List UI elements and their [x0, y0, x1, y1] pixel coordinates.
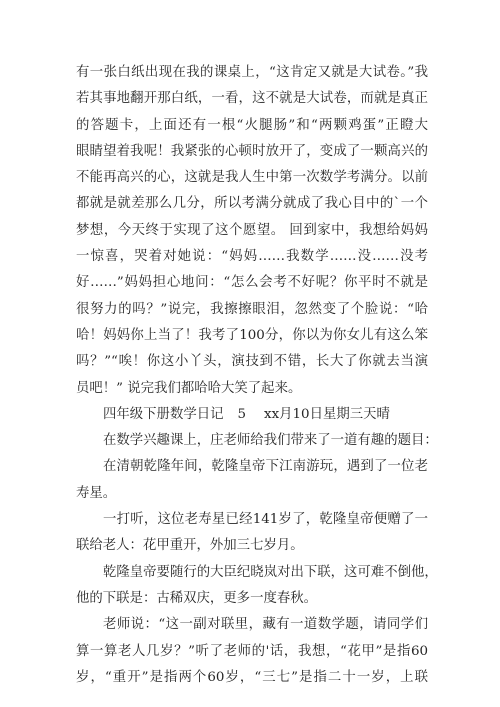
document-body [76, 60, 438, 691]
text-line: 吗？”“唉！你这小丫头，演技到不错，长大了你就去当演 [76, 354, 428, 370]
paragraph-line: 在清朝乾隆年间，乾隆皇帝下江南游玩，遇到了一位老 [103, 459, 428, 475]
diary-number: 5 [237, 406, 247, 422]
text-line: 的答题卡，上面还有一根“火腿肠”和“两颗鸡蛋”正瞪大 [76, 117, 428, 133]
paragraph-line: 他的下联是：古稀双庆，更多一度春秋。 [76, 590, 318, 606]
text-line: 都就是就差那么几分，所以考满分就成了我心目中的`一个 [76, 196, 428, 212]
paragraph-line: 岁，“重开”是指两个60岁，“三七”是指二十一岁，上联 [76, 669, 428, 685]
paragraph-line: 算一算老人几岁？”听了老师的'话，我想，“花甲”是指60 [76, 643, 428, 659]
paragraph-line: 乾隆皇帝要随行的大臣纪晓岚对出下联，这可难不倒他， [103, 564, 438, 580]
diary-title: 四年级下册数学日记 [103, 406, 224, 422]
text-line: 眼睛望着我呢！我紧张的心顿时放开了，变成了一颗高兴的 [76, 143, 428, 159]
text-line: 有一张白纸出现在我的课桌上，“这肯定又就是大试卷。”我 [76, 65, 428, 80]
text-line: 很努力的吗？”说完，我擦擦眼泪，忽然变了个脸说：“哈 [76, 301, 428, 317]
text-line: 梦想，今天终于实现了这个愿望。 回到家中，我想给妈妈 [76, 222, 428, 238]
paragraph-line: 老师说：“这一副对联里，藏有一道数学题，请同学们 [103, 617, 428, 633]
diary-date: xx月10日星期三天晴 [264, 406, 390, 422]
text-line: 员吧！” 说完我们都哈哈大笑了起来。 [76, 380, 302, 396]
paragraph-line: 在数学兴趣课上，庄老师给我们带来了一道有趣的题目： [103, 433, 438, 449]
paragraph-line: 一打听，这位老寿星已经141岁了，乾隆皇帝便赠了一 [103, 512, 428, 528]
paragraph-line: 联给老人：花甲重开，外加三七岁月。 [76, 538, 304, 554]
text-line: 一惊喜，哭着对她说：“妈妈……我数学……没……没考 [76, 249, 428, 265]
text-line: 哈！妈妈你上当了！我考了100分，你以为你女儿有这么笨 [76, 327, 428, 343]
text-line: 不能再高兴的心，这就是我人生中第一次数学考满分。以前 [76, 170, 428, 186]
text-line: 若其事地翻开那白纸，一看，这不就是大试卷，而就是真正 [76, 91, 428, 107]
text-line: 好……”妈妈担心地问：“怎么会考不好呢？你平时不就是 [76, 275, 428, 291]
diary-heading [76, 402, 428, 428]
paragraph-line: 寿星。 [76, 485, 117, 501]
